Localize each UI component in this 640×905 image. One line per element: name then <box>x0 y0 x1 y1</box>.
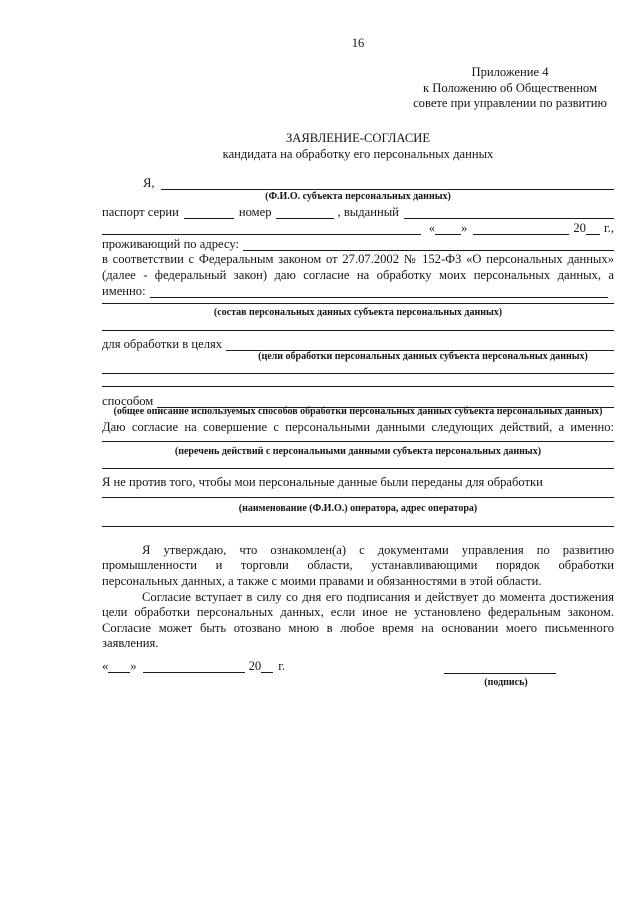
purpose-row <box>102 336 614 352</box>
issue-day-close-quote: » <box>461 221 468 235</box>
actions-fill-line <box>102 441 614 442</box>
namely-label: именно: <box>102 284 146 298</box>
appendix-line-1: Приложение 4 <box>471 65 549 79</box>
purpose-extra-line-2 <box>102 386 614 387</box>
fio-label: Я, <box>143 176 155 190</box>
composition-extra-line <box>102 330 614 331</box>
composition-caption: (состав персональных данных субъекта персональных данных) <box>213 307 503 318</box>
purpose-extra-line-1 <box>102 373 614 374</box>
signature-day-close-quote: » <box>130 659 137 673</box>
signature-date-row <box>102 658 285 674</box>
paragraph-2-line-1: Согласие вступает в силу со дня его подписания и действует до момента достижения <box>142 590 614 604</box>
operator-caption: (наименование (Ф.И.О.) оператора, адрес оператора) <box>238 503 478 514</box>
document-subtitle: кандидата на обработку его персональных данных <box>222 147 494 161</box>
fio-fill-line <box>161 189 614 190</box>
issue-year-prefix: 20 <box>573 221 586 235</box>
purpose-caption: (цели обработки персональных данных субъекта персональных данных) <box>258 351 588 362</box>
fio-row <box>143 175 614 191</box>
paragraph-2-line-2: цели обработки персональных данных, если иное не установлено федеральным законом. <box>102 605 614 619</box>
issue-year-suffix: г., <box>603 221 614 235</box>
document-title: ЗАЯВЛЕНИЕ-СОГЛАСИЕ <box>285 131 431 145</box>
paragraph-1-line-3: персональных данных, а также с моими правами и обязанностями в этой области. <box>102 574 542 588</box>
page-number: 16 <box>351 36 365 50</box>
appendix-note <box>400 65 620 112</box>
issuer-fill-line <box>102 234 421 235</box>
method-label: способом <box>102 394 154 408</box>
operator-fill-line <box>102 497 614 498</box>
transfer-text: Я не против того, чтобы мои персональные данные были переданы для обработки <box>102 475 543 489</box>
passport-row <box>102 204 614 220</box>
signature-day-blank <box>108 672 130 673</box>
address-row <box>102 236 614 252</box>
passport-issued-fill-line <box>404 218 614 219</box>
actions-extra-line <box>102 468 614 469</box>
law-line-1: в соответствии с Федеральным законом от 27.07.2002 № 152-ФЗ «О персональных данных» <box>102 252 614 266</box>
actions-caption: (перечень действий с персональными данными субъекта персональных данных) <box>174 446 542 457</box>
signature-line <box>444 673 556 674</box>
issue-year-blank <box>586 234 600 235</box>
paragraph-2-line-3: Согласие может быть отозвано мною в любое время на основании моего письменного <box>102 621 614 635</box>
passport-number-label: номер <box>238 205 272 219</box>
paragraph-2-line-4: заявления. <box>102 636 159 650</box>
issue-month-blank <box>473 234 569 235</box>
namely-fill-line <box>150 297 608 298</box>
signature-year-suffix: г. <box>278 659 286 673</box>
address-label: проживающий по адресу: <box>102 237 239 251</box>
issue-day-open-quote: « <box>428 221 436 235</box>
passport-issued-label: , выданный <box>337 205 399 219</box>
law-line-2: (далее - федеральный закон) даю согласие на обработку моих персональных данных, а <box>102 268 614 282</box>
passport-number-blank <box>276 218 334 219</box>
method-caption: (общее описание используемых способов обработки персональных данных субъекта персональных данных) <box>113 406 603 417</box>
appendix-line-3: совете при управлении по развитию <box>413 96 607 110</box>
passport-series-blank <box>184 218 234 219</box>
signature-month-blank <box>143 672 245 673</box>
fio-caption: (Ф.И.О. субъекта персональных данных) <box>265 191 451 202</box>
namely-row <box>102 283 608 299</box>
signature-year-blank <box>261 672 273 673</box>
operator-extra-line <box>102 526 614 527</box>
signature-year-prefix: 20 <box>248 659 262 673</box>
issue-day-blank <box>435 234 461 235</box>
passport-series-label: паспорт серии <box>102 205 179 219</box>
paragraph-1-line-2: промышленности и торговли области, устанавливающими порядок обработки <box>102 558 614 572</box>
signature-caption: (подпись) <box>484 677 528 688</box>
actions-text: Даю согласие на совершение с персональными данными следующих действий, а именно: <box>102 420 614 434</box>
issue-date-row <box>102 220 614 236</box>
paragraph-1-line-1: Я утверждаю, что ознакомлен(а) с документами управления по развитию <box>142 543 614 557</box>
signature-day-open-quote: « <box>102 659 109 673</box>
purpose-label: для обработки в целях <box>102 337 223 351</box>
composition-fill-line <box>102 303 614 304</box>
appendix-line-2: к Положению об Общественном <box>423 80 597 95</box>
